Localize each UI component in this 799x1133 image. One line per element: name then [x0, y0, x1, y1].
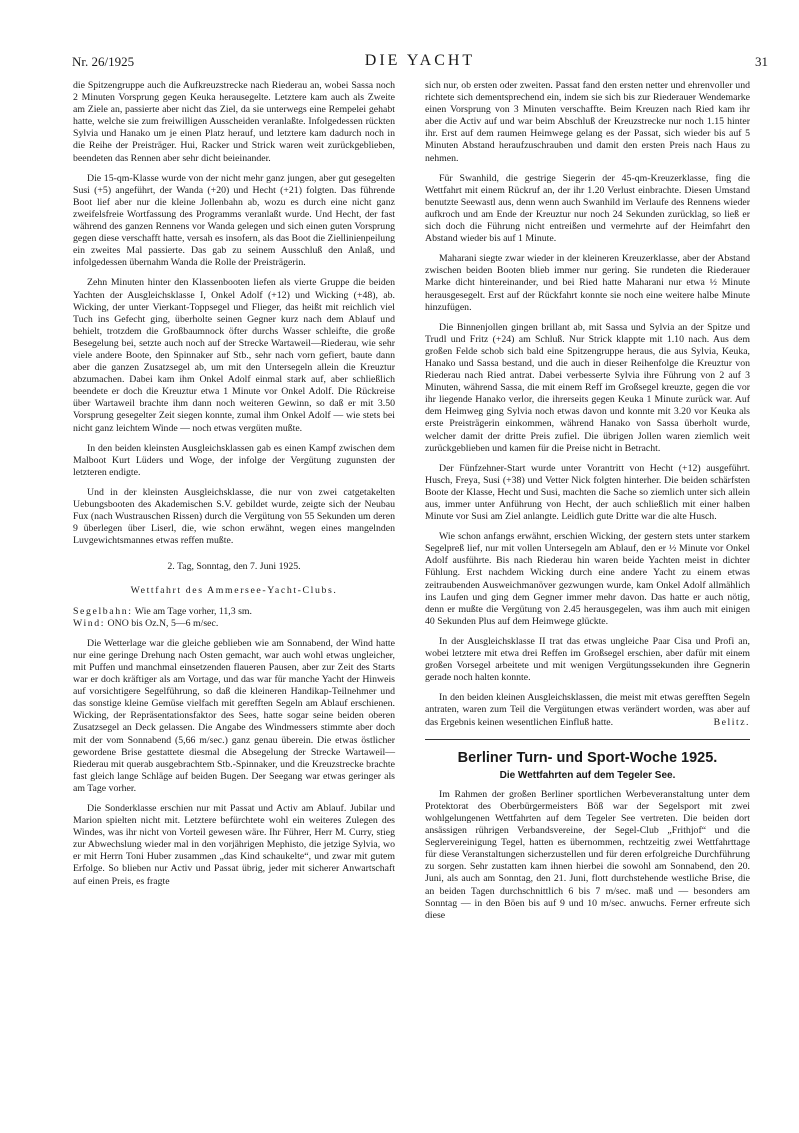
paragraph: Im Rahmen der großen Berliner sportlichen Werbeveranstaltung unter dem Protektorat des Oberbürgermeisters Böß war der Segelsport mit zwei wohlgelungenen Wettfahrten auf dem Tegeler See vertreten. Die beiden dort ansässigen rührigen Verbandsvereine, der Segel-Club „Frithjof“ und die Seglervereinigung Tegel, hatten es übernommen, rechtzeitig zwei Wettfahrttage für diese Veranstaltungen sicherzustellen und für deren erfolgreiche Durchführung zu sorgen. Sehr zustatten kam ihnen hierbei die sowohl am Sonnabend, den 20. Juni, als auch am Sonntag, den 21. Juni, flott durchstehende westliche Brise, die an beiden Tagen durchschnittlich 6 bis 7 m/sec. maß und — besonders am Sonntag — in den Böen bis auf 9 und 10 m/sec. anwuchs. Ferner erfreute sich diese [425, 788, 750, 921]
section-divider [425, 739, 750, 740]
article-title: Berliner Turn- und Sport-Woche 1925. [457, 749, 718, 766]
paragraph: Die 15-qm-Klasse wurde von der nicht mehr ganz jungen, aber gut gesegelten Susi (+5) angeführt, der Wanda (+20) und Hecht (+21) folgten. Das führende Boot lief aber nur die kleine Jollenbahn ab, wozu es durch eine nicht ganz zweifelsfreie Wortfassung des Programms veranlaßt wurde. Und Hecht, der fast während des ganzen Rennens vor Wanda gelegen und sich einen guten Vorsprung gegen diese verschafft hatte, versah es insofern, als das Boot die Ziellinienpeilung ein zweites Mal passierte. Das gab zu seinem Ausschluß den Anlaß, und infolgedessen übernahm Wanda die Rolle der Preisträgerin. [73, 172, 395, 269]
paragraph: In der Ausgleichsklasse II trat das etwas ungleiche Paar Cisa und Profi an, wobei letztere mit etwa drei Reffen im Großsegel erschien, aber dafür mit einem großen Vorsegel arbeitete und mit wenigen Vergütungssekunden ihre Gegnerin gerade noch halten konnte. [425, 635, 750, 684]
wind-line [73, 618, 395, 630]
paragraph: Die Binnenjollen gingen brillant ab, mit Sassa und Sylvia an der Spitze und Trudl und Fritz (+24) am Schluß. Nur Strick klappte mit 1.10 nach. Aus dem großen Felde schob sich bald eine Spitzengruppe heraus, die aus Sylvia, Keuka, Hanako und Sassa bestand, und die auch in dieser Reihenfolge die Kreuztur von Riederau nach Ried antrat. Dabei verbesserte Sylvia ihre Führung von 2 auf 3 Minuten, während Sassa, die mit einem Reff im Großsegel kreuzte, gegen die vor ihr liegende Hanako verlor, die ihrerseits gegen Keuka 1 Minute zurück war. Auf dem Heimweg ging Sylvia noch etwas davon und konnte mit 3.20 vor Keuka als erste Preisträgerin einkommen, während Hanako von Sassa überholt wurde, welcher damit der dritte Preis zufiel. Die übrigen Jollen waren ziemlich weit zurückgeblieben und kamen für die Preise nicht in Betracht. [425, 321, 750, 454]
paragraph: In den beiden kleinen Ausgleichsklassen, die meist mit etwas gerefften Segeln antraten, waren zum Teil die Vergütungen etwas verändert worden, was aber auf das Ergebnis keinen wesentlichen Einfluß hatte. [425, 692, 750, 728]
left-column [73, 80, 395, 896]
paragraph: die Spitzengruppe auch die Aufkreuzstrecke nach Riederau an, wobei Sassa noch 2 Minuten Vorsprung gegen Keuka herausegelte. Letztere kam auch als Zweite am Ziele an, passierte aber nicht das Ziel, da sie unterwegs eine Rempelei gehabt hatte, welche sie zum freiwilligen Ausscheiden veranlaßte. Infolgedessen rückten Sylvia und Hanako um je einen Platz herauf, und letztere kam dadurch noch in die Reihe der Preisträger. Hui, Racker und Strick waren weit zurückgeblieben, beendeten das Rennen aber sehr dicht beieinander. [73, 80, 395, 164]
paragraph: Maharani siegte zwar wieder in der kleineren Kreuzerklasse, aber der Abstand zwischen beiden Booten blieb immer nur gering. Sie rundeten die Riederauer Marke dicht hintereinander, und bei Ried hatte Maharani nur etwa ½ Minute herausgesegelt. Erst auf der Rückfahrt konnte sie noch eine weitere halbe Minute hinzufügen. [425, 253, 750, 313]
article-subtitle: Die Wettfahrten auf dem Tegeler See. [499, 769, 676, 781]
magazine-title: DIE YACHT [364, 52, 476, 69]
course-label: Segelbahn: [73, 605, 133, 617]
page-header [72, 54, 768, 74]
wind-value: ONO bis Oz.N, 5—6 m/sec. [105, 617, 219, 629]
paragraph: Der Fünfzehner-Start wurde unter Vorantritt von Hecht (+12) ausgeführt. Husch, Freya, Susi (+38) und Vetter Nick folgten hinterher. Die beiden schärfsten Boote der Klasse, Hecht und Susi, machten die Sache so ziemlich unter sich allein aus, immer unter Anführung von Hecht, der auch schließlich mit einer halben Minute vor Susi am Ziel anlangte. Leidlich gute Dritte war die alte Husch. [425, 462, 750, 523]
paragraph: Zehn Minuten hinter den Klassenbooten liefen als vierte Gruppe die beiden Yachten der Ausgleichsklasse I, Onkel Adolf (+12) und Wicking (+48), ab. Wicking, der unter Vierkant-Toppsegel und Flieger, das heißt mit reichlich viel Tuch ins Gefecht ging, überholte seinen Gegner kurz nach dem Ablauf und behielt, trotzdem die Großbaumnock öfter durchs Wasser schleifte, die große Besegelung bei, setzte auch noch auf der Strecke Wartaweil—Riederau, wie sehr viele andere Boote, den Spinnaker auf Stb., sehr nach vorn gefiert, baute dann aber die ganzen Zusatzsegel ab, um mit den Untersegeln allein die Kreuztur abzumachen. Dabei kam ihm Onkel Adolf einmal stark auf, aber schließlich beendete er doch die Kreuztur etwa 1 Minute vor Onkel Adolf. Die Rückreise über Wartaweil brachte ihm dann noch weiteren Gewinn, so daß er mit 3.50 Vorsprung gesegelter Zeit siegen konnte, zumal ihm Onkel Adolf — wie stets bei nicht ganz leichtem Winde — noch etwas vergüten mußte. [73, 277, 395, 434]
author-signature: Belitz. [713, 716, 750, 728]
paragraph: Die Wetterlage war die gleiche geblieben wie am Sonnabend, der Wind hatte nur eine geringe Drehung nach Osten gemacht, war auch wohl etwas ungleicher, mit Puffen und manchmal einsetzenden flaueren Pausen, aber zur Zeit des Starts war er doch kräftiger als am Vortage, und das war für manche Yacht der Hinweis auf vorsichtigere Segelführung, so daß die kleineren Handikap-Teilnehmer und das sonstige kleine Gemüse vielfach mit gerefften Segeln am Ablauf erschienen. Wicking, der Repräsentationsfaktor des Sees, hatte sogar seine beiden oberen Zusatzsegel an Deck gelassen. Die Angabe des Windmessers stimmte aber doch mit der vom Sonnabend (5,66 m/sec.) ganz genau überein. Die etwas östlicher gewordene Brise gestattete diesmal die Absegelung der Strecke Wartaweil—Riederau mit querab ausgebrachtem Stb.-Spinnaker, und die Kreuzstrecke brachte fast gleich lange Schläge auf beiden Bugen. Der Seegang war etwas geringer als am Tage vorher. [73, 637, 395, 794]
wind-label: Wind: [73, 617, 106, 629]
course-value: Wie am Tage vorher, 11,3 sm. [132, 605, 252, 617]
issue-number: Nr. 26/1925 [72, 54, 135, 69]
course-line [73, 606, 395, 618]
right-column [425, 80, 750, 930]
paragraph: Wie schon anfangs erwähnt, erschien Wicking, der gestern stets unter starkem Segelpreß lief, nur mit vollen Untersegeln am Ablauf, den er ½ Minute vor Onkel Adolf ausführte. Bis nach Riederau hin waren beide Yachten meist in dichter Fühlung. Erst nachdem Wicking durch eine andere Yacht zu einem etwas zeitraubenden Ausweichmanöver gezwungen wurde, kam Onkel Adolf allmählich ins Laufen und ging dem Gegner immer mehr davon. Das hatte er auch nötig, denn er mußte die Vergütung von 2.45 herausgegelen, was ihm auch mit einigen 40 Sekunden Plus auf dem Heimwege glückte. [425, 531, 750, 627]
paragraph: Für Swanhild, die gestrige Siegerin der 45-qm-Kreuzerklasse, fing die Wettfahrt mit einem Rückruf an, der ihr 1.20 Verlust einbrachte. Diesen Umstand benutzte Seewastl aus, denn wenn auch Swanhild im Verlaufe des Rennens wieder aufkroch und am Ende der Kreuztur nur noch 24 Sekunden zurücklag, so ließ er sich doch die Führung nicht entreißen und vermehrte auf der Heimfahrt den Abstand wieder bis auf 1 Minute. [425, 172, 750, 245]
paragraph: sich nur, ob ersten oder zweiten. Passat fand den ersten netter und ehrenvoller und richtete sich dementsprechend ein, indem sie sich bis zur Riederauer Wendemarke einen Vorsprung von 3 Minuten verschaffte. Beim Kreuzen nach Ried kam ihr aber die Activ auf und war beim Abschluß der Kreuzstrecke nur noch 1.15 hinter ihr. Erst auf dem raumen Heimwege gelang es der Passat, sich wieder bis auf 5 Minuten Abstand heraufzuschrauben und damit den ersten Preis nach Haus zu nehmen. [425, 80, 750, 164]
page-number: 31 [755, 54, 768, 69]
race-day-heading: 2. Tag, Sonntag, den 7. Juni 1925. [167, 561, 301, 573]
paragraph: Die Sonderklasse erschien nur mit Passat und Activ am Ablauf. Jubilar und Marion spielten nicht mit. Letztere befürchtete wohl ein weiteres Zulegen des Windes, was ihr nicht von Vorteil gewesen wäre. Ihr Führer, Herr M. Curry, stieg zur Abwechslung wieder mal in den vorjährigen Mephisto, die jetzige Sylvia, wo er mit Herrn Toni Huber zusammen „das Kind schaukelte“, und zwar mit gutem Erfolge. So blieben nur Activ und Passat übrig, jeder mit sicherer Anwartschaft auf einen Preis, es fragte [73, 802, 395, 887]
paragraph: In den beiden kleinsten Ausgleichsklassen gab es einen Kampf zwischen dem Malboot Kurt Lüders und Woge, der infolge der Vergütung zugunsten der letzteren endigte. [73, 442, 395, 478]
paragraph: Und in der kleinsten Ausgleichsklasse, die nur von zwei catgetakelten Uebungsbooten des Akademischen S.V. gebildet wurde, zeigte sich der Neubau Fux (nach Wustrauschen Rissen) durch die Vergütung von 55 Sekunden um deren 9 überlegen über Liserl, die, wie schon erwähnt, wegen eines mangelnden Luvgewichtsmannes etwas reffen mußte. [73, 486, 395, 547]
race-title: Wettfahrt des Ammersee-Yacht-Clubs. [130, 585, 338, 597]
paragraph-with-signature [425, 692, 750, 728]
